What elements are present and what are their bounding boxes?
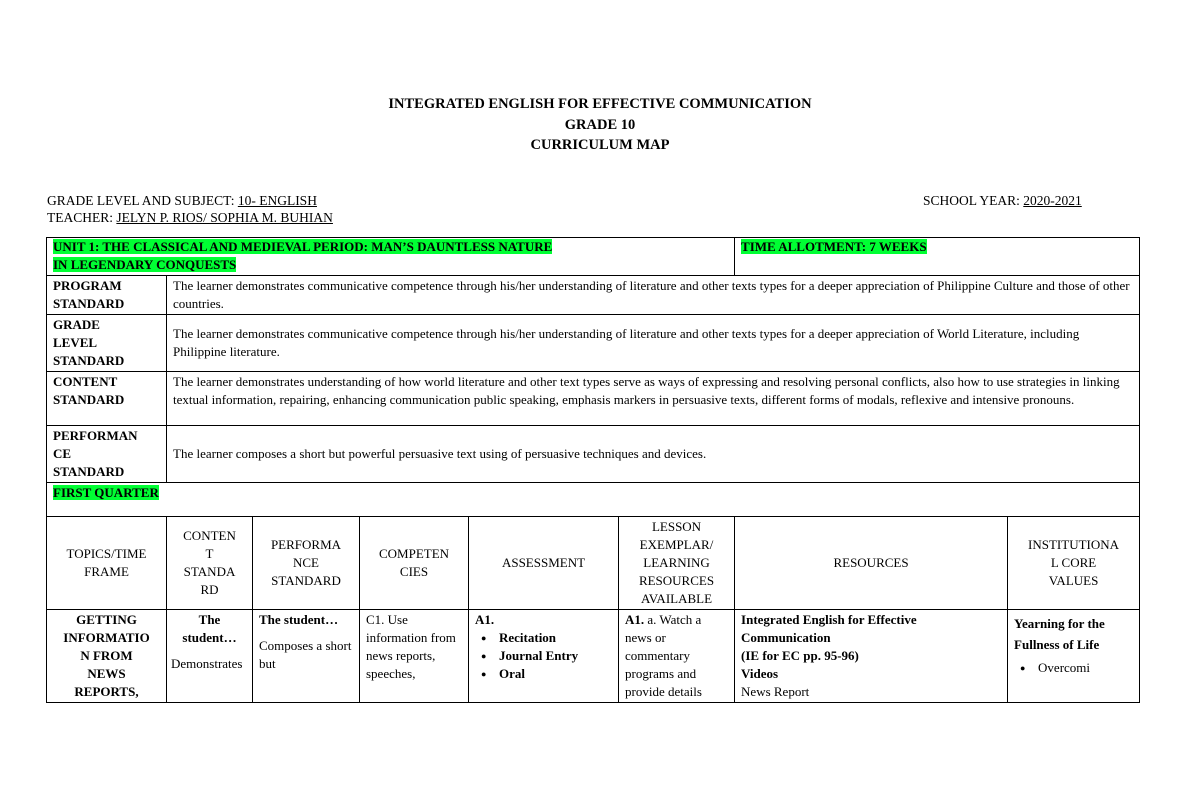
row1-core-values	[1008, 610, 1140, 703]
content-standard-label	[47, 372, 167, 426]
header-core-values	[1008, 517, 1140, 610]
row1-content-text: Demonstrates	[171, 656, 243, 671]
header-lesson-line4: RESOURCES	[638, 573, 715, 588]
header-content-line4: RD	[200, 582, 219, 597]
header-performance-line1: PERFORMA	[270, 537, 342, 552]
header-topics-line2: FRAME	[84, 564, 129, 579]
table-row	[47, 610, 1140, 703]
time-allotment-cell	[735, 238, 1140, 276]
row1-resources-news: News Report	[741, 684, 810, 699]
program-standard-row	[47, 276, 1140, 315]
row1-competency-code: C1.	[366, 612, 385, 627]
row1-competencies	[360, 610, 469, 703]
unit-row	[47, 238, 1140, 276]
row1-values-list	[1014, 659, 1133, 677]
row1-resources	[735, 610, 1008, 703]
content-standard-label-line2: STANDARD	[53, 392, 125, 407]
row1-topics	[47, 610, 167, 703]
grade-standard-label-line1: GRADE	[53, 317, 100, 332]
header-content-standard	[167, 517, 253, 610]
row1-lesson-exemplar	[619, 610, 735, 703]
header-values-line2: L CORE	[1050, 555, 1097, 570]
header-content-line1: CONTEN	[183, 528, 236, 543]
school-year	[923, 192, 1082, 209]
document-grade: GRADE 10	[564, 117, 636, 133]
header-assessment: ASSESSMENT	[469, 517, 619, 610]
header-values-line1: INSTITUTIONA	[1028, 537, 1120, 552]
row1-content-standard	[167, 610, 253, 703]
time-allotment: TIME ALLOTMENT: 7 WEEKS	[741, 239, 927, 254]
performance-standard-label	[47, 426, 167, 483]
header-lesson-exemplar	[619, 517, 735, 610]
header-performance-line3: STANDARD	[271, 573, 341, 588]
header-competencies-line1: COMPETEN	[378, 546, 450, 561]
header-performance-standard	[253, 517, 360, 610]
unit-title-line2: IN LEGENDARY CONQUESTS	[53, 257, 237, 272]
teacher-value: JELYN P. RIOS/ SOPHIA M. BUHIAN	[116, 210, 333, 225]
performance-label-line2: CE	[53, 446, 72, 461]
row1-lesson-code: A1.	[625, 612, 645, 627]
program-standard-text: The learner demonstrates communicative competence through his/her understanding of literature and other texts types for a deeper appreciation of Philippine Culture and those of other countries.	[167, 276, 1140, 315]
quarter-cell	[47, 483, 1140, 517]
row1-competency-text: Use information from news reports, speeches,	[366, 612, 456, 681]
header-competencies-line2: CIES	[399, 564, 429, 579]
content-standard-row	[47, 372, 1140, 426]
performance-label-line3: STANDARD	[53, 464, 125, 479]
header-performance-line2: NCE	[293, 555, 319, 570]
row1-content-bold: The student…	[182, 612, 237, 645]
row1-topic-line1: GETTING	[76, 612, 137, 627]
row1-assessment-list	[475, 629, 612, 683]
list-item: ● Recitation	[475, 629, 612, 647]
row1-assessment	[469, 610, 619, 703]
list-item: ● Overcomi	[1014, 659, 1133, 677]
row1-performance-bold: The student…	[259, 612, 339, 627]
grade-level-standard-text: The learner demonstrates communicative competence through his/her understanding of literature and other texts types for a deeper appreciation of World Literature, including Philippine literature.	[167, 315, 1140, 372]
header-content-line2: T	[205, 546, 214, 561]
row1-performance-text: Composes a short but	[259, 638, 352, 671]
curriculum-map-table	[46, 237, 1140, 703]
unit-title-cell	[47, 238, 735, 276]
header-lesson-line2: EXEMPLAR/	[639, 537, 714, 552]
content-standard-text: The learner demonstrates understanding of how world literature and other text types serve as ways of expressing and resolving personal conflicts, also how to use strategies in linking textual information, repairing, enhancing communication public speaking, emphasis markers in persuasive texts, different forms of modals, reflexive and intensive pronouns.	[167, 372, 1140, 426]
teacher	[47, 209, 333, 226]
header-values-line3: VALUES	[1048, 573, 1099, 588]
document-subtitle: CURRICULUM MAP	[530, 137, 670, 153]
row1-topic-line5: REPORTS,	[74, 684, 139, 699]
grade-level-label: GRADE LEVEL AND SUBJECT:	[47, 193, 238, 208]
header-content-line3: STANDA	[183, 564, 236, 579]
performance-standard-row	[47, 426, 1140, 483]
content-standard-label-line1: CONTENT	[53, 374, 118, 389]
row1-values-title1: Yearning for the	[1014, 616, 1105, 631]
header-lesson-line3: LEARNING	[643, 555, 710, 570]
teacher-label: TEACHER:	[47, 210, 117, 225]
school-year-value: 2020-2021	[1023, 193, 1082, 208]
column-header-row	[47, 517, 1140, 610]
document-title: INTEGRATED ENGLISH FOR EFFECTIVE COMMUNICATION	[388, 96, 812, 112]
row1-lesson-text: a. Watch a news or commentary programs and provide details	[625, 612, 702, 699]
header-topics	[47, 517, 167, 610]
header-topics-line1: TOPICS/TIME	[66, 546, 147, 561]
grade-level-subject	[47, 192, 317, 209]
school-year-label: SCHOOL YEAR:	[923, 193, 1024, 208]
header-resources: RESOURCES	[735, 517, 1008, 610]
list-item: ● Journal Entry	[475, 647, 612, 665]
quarter-row	[47, 483, 1140, 517]
grade-standard-label-line3: STANDARD	[53, 353, 125, 368]
row1-performance-standard	[253, 610, 360, 703]
header-lesson-line1: LESSON	[651, 519, 702, 534]
grade-standard-label-line2: LEVEL	[53, 335, 98, 350]
grade-level-standard-label	[47, 315, 167, 372]
program-label-line1: PROGRAM	[53, 278, 122, 293]
unit-title-line1: UNIT 1: THE CLASSICAL AND MEDIEVAL PERIOD: MAN’S DAUNTLESS NATURE	[53, 239, 553, 254]
grade-level-value: 10- ENGLISH	[237, 193, 317, 208]
performance-standard-text: The learner composes a short but powerful persuasive text using of persuasive techniques and devices.	[167, 426, 1140, 483]
program-label-line2: STANDARD	[53, 296, 125, 311]
row1-assessment-code: A1.	[475, 612, 495, 627]
list-item: ● Oral	[475, 665, 612, 683]
header-lesson-line5: AVAILABLE	[641, 591, 713, 606]
program-standard-label	[47, 276, 167, 315]
row1-topic-line2: INFORMATIO	[63, 630, 150, 645]
row1-topic-line4: NEWS	[87, 666, 126, 681]
performance-label-line1: PERFORMAN	[53, 428, 138, 443]
row1-values-title2: Fullness of Life	[1014, 637, 1100, 652]
header-competencies	[360, 517, 469, 610]
row1-resources-title1: Integrated English for Effective Communication	[741, 612, 917, 645]
row1-resources-title2: (IE for EC pp. 95-96)	[741, 648, 859, 663]
grade-level-standard-row	[47, 315, 1140, 372]
row1-topic-line3: N FROM	[80, 648, 133, 663]
row1-resources-videos: Videos	[741, 666, 779, 681]
quarter-label: FIRST QUARTER	[53, 485, 159, 500]
